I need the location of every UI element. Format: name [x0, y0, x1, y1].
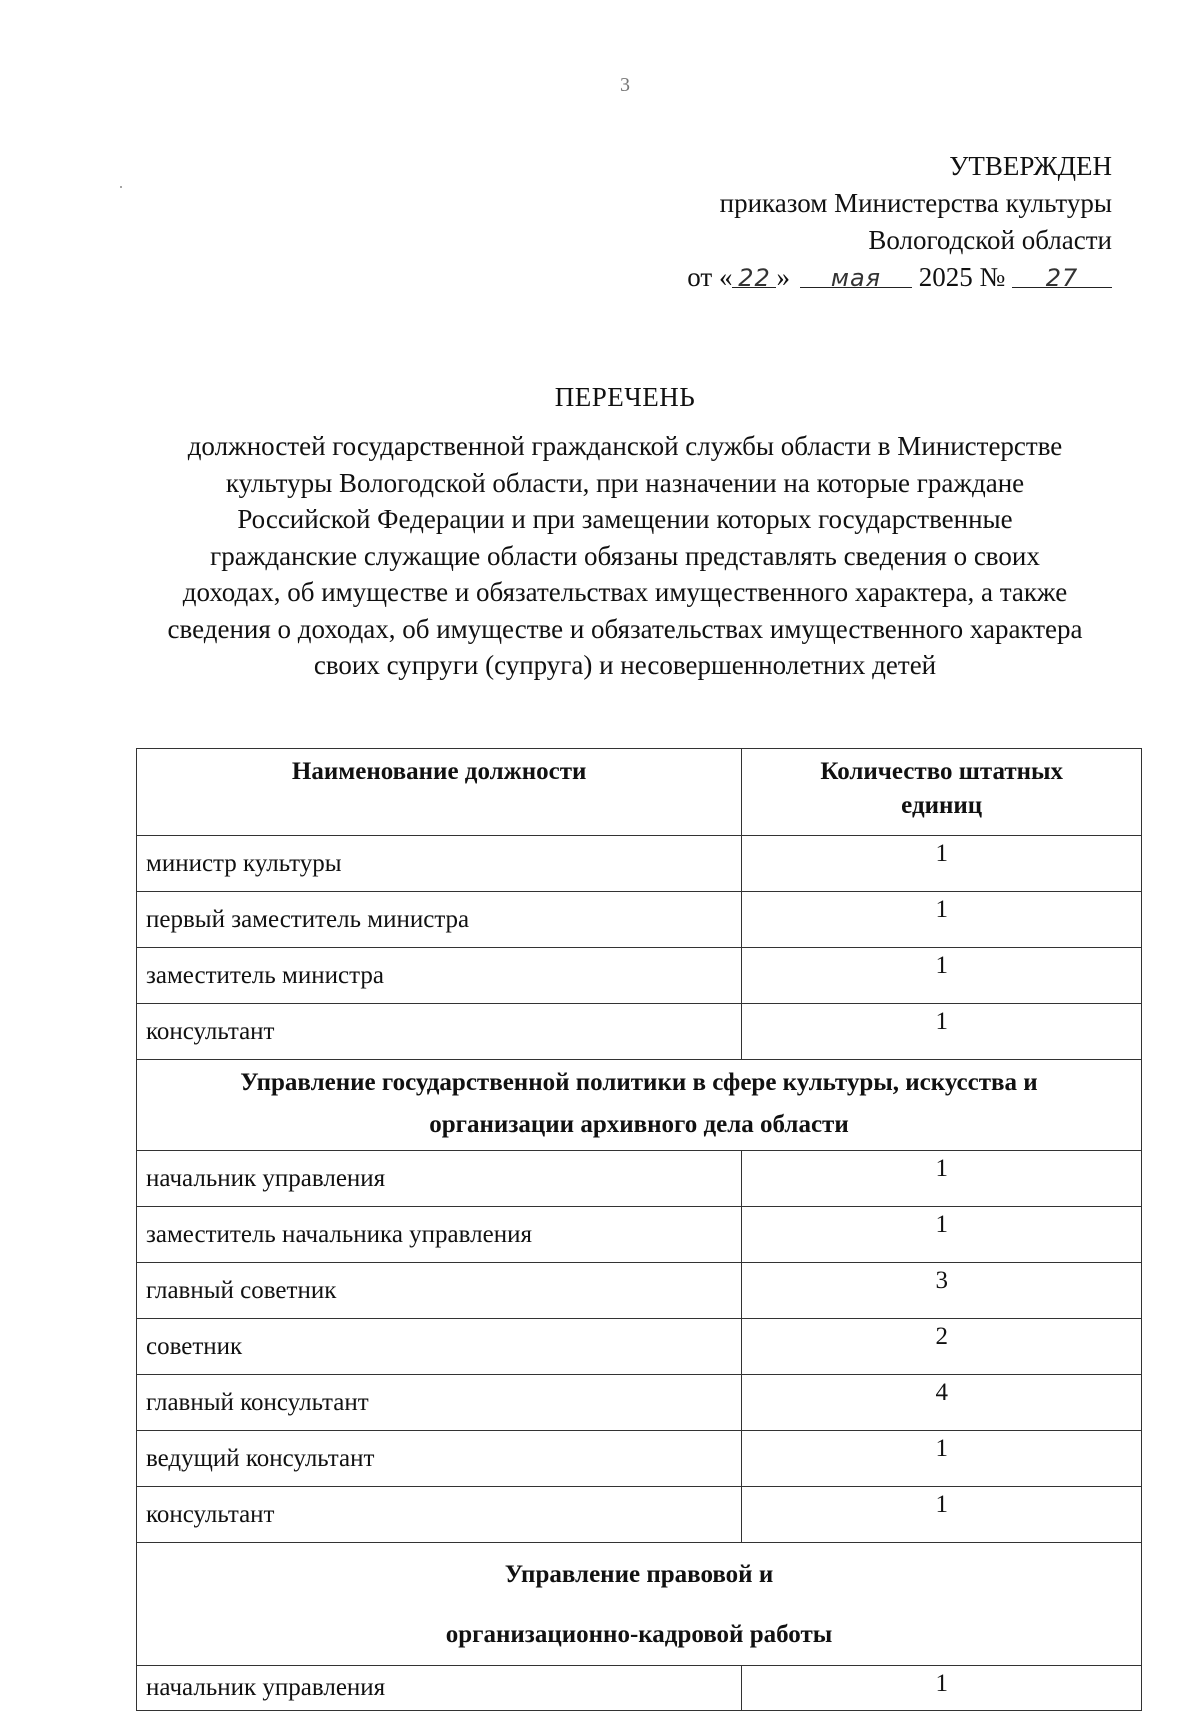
positions-table	[136, 748, 1142, 1711]
staff-count: 1	[742, 892, 1142, 948]
table-row	[137, 948, 1142, 1004]
table-row	[137, 1487, 1142, 1543]
approval-line-2: Вологодской области	[868, 225, 1112, 255]
position-name: министр культуры	[137, 836, 742, 892]
section-title-line-2: организации архивного дела области	[429, 1111, 849, 1138]
date-mid: »	[776, 262, 790, 292]
scan-speck	[120, 186, 122, 188]
staff-count: 2	[742, 1319, 1142, 1375]
header-count-line-1: Количество штатных	[820, 758, 1064, 785]
position-name: начальник управления	[137, 1151, 742, 1207]
table-row	[137, 836, 1142, 892]
subtitle-line: своих супруги (супруга) и несовершеннолетних детей	[313, 650, 937, 680]
approval-date-line	[687, 259, 1112, 296]
position-name: заместитель начальника управления	[137, 1207, 742, 1263]
staff-count: 1	[742, 1207, 1142, 1263]
position-name: ведущий консультант	[137, 1431, 742, 1487]
position-name: советник	[137, 1319, 742, 1375]
staff-count: 4	[742, 1375, 1142, 1431]
date-year: 2025 №	[918, 262, 1006, 292]
staff-count: 1	[742, 1487, 1142, 1543]
position-name: консультант	[137, 1487, 742, 1543]
section-title-line-2: организационно-кадровой работы	[445, 1621, 833, 1648]
date-prefix: от «	[687, 262, 733, 292]
section-header-row	[137, 1060, 1142, 1151]
table-row	[137, 1207, 1142, 1263]
subtitle-line: должностей государственной гражданской службы области в Министерстве	[187, 431, 1063, 461]
section-header-row	[137, 1543, 1142, 1666]
page-number: 3	[620, 74, 630, 96]
table-row	[137, 1666, 1142, 1711]
date-month-blank	[800, 259, 912, 292]
approval-title: УТВЕРЖДЕН	[949, 151, 1112, 181]
section-title-culture-policy	[137, 1060, 1142, 1151]
position-name: первый заместитель министра	[137, 892, 742, 948]
table-row	[137, 1375, 1142, 1431]
header-position-name: Наименование должности	[137, 749, 742, 836]
subtitle-line: доходах, об имуществе и обязательствах имущественного характера, а также	[182, 577, 1068, 607]
subtitle-line: гражданские служащие области обязаны представлять сведения о своих	[210, 540, 1040, 571]
section-title-line-1: Управление государственной политики в сфере культуры, искусства и	[240, 1069, 1038, 1096]
doc-number-blank	[1012, 259, 1112, 292]
table-row	[137, 1319, 1142, 1375]
position-name: начальник управления	[137, 1666, 742, 1711]
table-header-row	[137, 749, 1142, 836]
staff-count: 1	[742, 836, 1142, 892]
doc-number-handwritten: 27	[1045, 264, 1079, 292]
header-staff-count	[742, 749, 1142, 836]
staff-count: 1	[742, 1666, 1142, 1711]
position-name: главный консультант	[137, 1375, 742, 1431]
staff-count: 1	[742, 948, 1142, 1004]
date-day-handwritten: 22	[738, 264, 771, 292]
position-name: консультант	[137, 1004, 742, 1060]
date-month-handwritten: мая	[830, 264, 882, 292]
table-row	[137, 1431, 1142, 1487]
header-count-line-2: единиц	[901, 792, 983, 819]
date-day-blank	[732, 259, 776, 292]
subtitle-line: Российской Федерации и при замещении которых государственные	[237, 504, 1013, 534]
approval-block	[687, 148, 1112, 296]
staff-count: 1	[742, 1004, 1142, 1060]
position-name: главный советник	[137, 1263, 742, 1319]
staff-count: 1	[742, 1151, 1142, 1207]
staff-count: 1	[742, 1431, 1142, 1487]
table-row	[137, 1004, 1142, 1060]
subtitle-line: культуры Вологодской области, при назначении на которые граждане	[225, 467, 1025, 498]
staff-count: 3	[742, 1263, 1142, 1319]
document-subtitle	[130, 428, 1120, 684]
subtitle-line: сведения о доходах, об имуществе и обязательствах имущественного характера	[167, 613, 1083, 644]
table-row	[137, 1151, 1142, 1207]
section-title-line-1: Управление правовой и	[504, 1561, 774, 1588]
table-row	[137, 1263, 1142, 1319]
document-title: ПЕРЕЧЕНЬ	[554, 382, 696, 412]
table-row	[137, 892, 1142, 948]
section-title-legal-hr	[137, 1543, 1142, 1666]
approval-line-1: приказом Министерства культуры	[719, 188, 1112, 218]
position-name: заместитель министра	[137, 948, 742, 1004]
